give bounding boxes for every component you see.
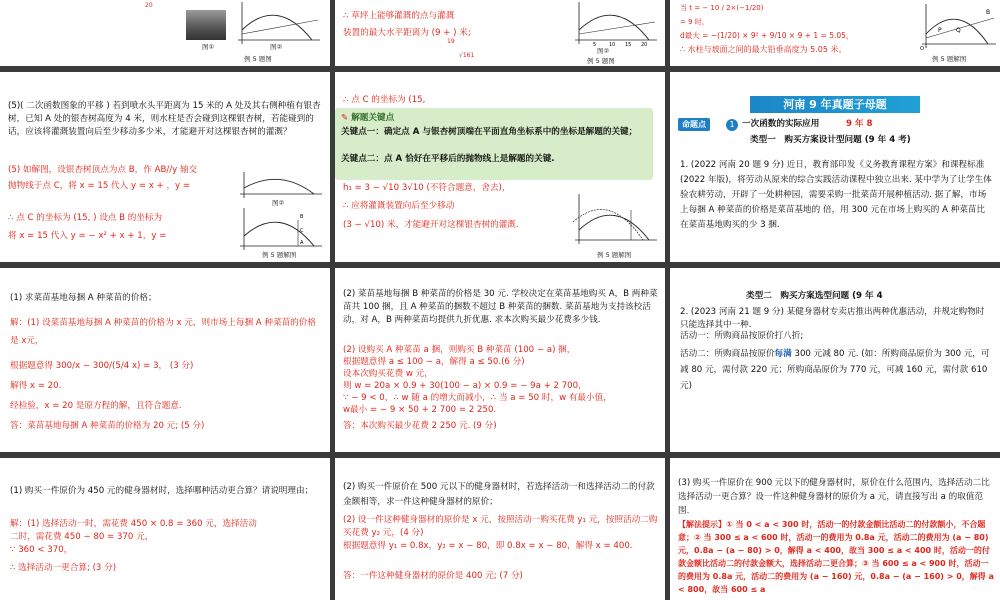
parabola-graph (571, 0, 661, 46)
topic-number-badge: 1 (726, 119, 738, 131)
answer-line-4: 则 w = 20a × 0.9 + 30(100 − a) × 0.9 = − 9a + 2 700， (343, 381, 587, 391)
answer-line-2: ∵ 360 < 370， (10, 545, 73, 555)
answer-line-4: 经检验，x = 20 是原方程的解，且符合题意. (10, 401, 182, 411)
point-b: B (986, 9, 991, 16)
example-caption: 例 5 题解图 (597, 251, 632, 259)
solution-graph (236, 206, 326, 252)
answer-line-1: h₁ = 3 − √10 3√10 (不符合题意，舍去)， (343, 183, 511, 193)
key-points-box (335, 108, 653, 180)
figure-caption-1: 图① (202, 43, 215, 51)
example-caption: 例 5 题图 (244, 55, 272, 63)
type-one-title: 类型一 购买方案设计型问题 (9 年 4 考) (750, 135, 911, 145)
answer-line-4: 将 x = 15 代入 y = − x² + x + 1，y = (8, 231, 167, 241)
figure-caption: 图② (272, 199, 285, 207)
slide-9[interactable] (670, 268, 1000, 452)
answer-line-5: ∵ − 9 < 0，∴ w 随 a 的增大而减小，∴ 当 a = 50 时，w 有最小值， (343, 393, 612, 403)
parabola-graph (232, 0, 324, 46)
slide-3[interactable] (670, 0, 1000, 66)
answer-line-1: 解：(1) 选择活动一时，需花费 450 × 0.8 = 360 元，选择活动二时，需花费 450 − 80 = 370 元， (10, 519, 257, 542)
pin-icon: ✎ (341, 113, 349, 123)
figure-caption: 图② (597, 47, 610, 55)
slide-2[interactable] (335, 0, 665, 66)
tick-5: 5 (593, 42, 597, 46)
topic-tag: 命题点 (678, 118, 710, 131)
answer-line-1: (2) 设购买 A 种菜苗 a 捆，则购买 B 种菜苗 (100 − a) 捆， (343, 345, 576, 355)
point-q: Q (956, 27, 961, 34)
figure-caption-2: 图② (270, 43, 283, 51)
question-2: (2) 购买一件原价在 500 元以下的健身器材时，若选择活动一和选择活动二的付款金额相等，求一件这种健身器材的原价； (343, 482, 655, 507)
answer-line-3: 解得 x = 20. (10, 381, 62, 391)
point-a: A (300, 240, 304, 246)
problem-2-text: 2. (2023 河南 21 题 9 分) 某健身器材专卖店推出两种优惠活动，并规定购物时只能选择其中一种. (680, 307, 985, 330)
tick-20: 20 (641, 42, 648, 46)
answer-line-0: ∴ 点 C 的坐标为 (15, (343, 95, 426, 105)
keyword-highlight: 每满 (774, 349, 792, 359)
topic-title: 一次函数的实际应用 (742, 119, 820, 129)
answer-line-5: 答：菜苗基地每捆 A 种菜苗的价格为 20 元; (5 分) (10, 421, 205, 431)
answer-line-3: 设本次购买花费 w 元， (343, 369, 433, 379)
question-5: (5)( 二次函数图象的平移 ) 若到喷水头平距离为 15 米的 A 处及其右侧种植有银杏树，已知 A 处的银杏树高度为 4 米，则水柱是否会碰到这棵银杏树，若能碰到的话，应该将灌溉装置向后至少移动多少米，才能避开对这棵银杏树的灌溉？ (8, 101, 321, 137)
key-points-title (341, 112, 394, 125)
answer-line-2: 根据题意得 y₁ = 0.8x，y₂ = x − 80，即 0.8x = x − 80，解得 x = 400. (343, 541, 633, 551)
answer-line-2: 根据题意得 300/x − 300/(5/4 x) = 3， (3 分) (10, 361, 194, 371)
photo-sprinkler (186, 10, 226, 40)
fraction-fragment: 20 (145, 2, 153, 9)
example-caption: 例 5 题解图 (262, 251, 297, 259)
example-caption: 例 5 题图 (587, 57, 615, 65)
activity-one: 活动一：所购商品按原价打八折; (680, 331, 804, 341)
answer-line-2: ∴ 应将灌溉装置向后至少移动 (343, 201, 455, 211)
key-point-2: 关键点二：点 A 恰好在平移后的抛物线上是解题的关键. (341, 154, 555, 164)
answer-line-4: ∴ 水柱与坡面之间的最大铅垂高度为 5.05 米。 (680, 45, 847, 54)
key-point-1: 关键点一：确定点 A 与银杏树顶端在平面直角坐标系中的坐标是解题的关键； (341, 127, 638, 137)
section-banner: 河南 9 年真题子母题 (750, 96, 920, 113)
solution-graph (571, 192, 661, 248)
sqrt-161: √161 (459, 52, 475, 59)
answer-line-3: 答：一件这种健身器材的原价是 400 元; (7 分) (343, 571, 523, 581)
answer-line-1: (2) 设一件这种健身器材的原价是 x 元，按照活动一购买花费 y₁ 元，按照活动二购买花费 y₂ 元，(4 分) (343, 515, 658, 538)
topic-count: 9 年 8 (846, 119, 873, 129)
answer-line-2: = 9 时， (680, 18, 709, 26)
solution-hint: 【解法提示】① 当 0 < a < 300 时，活动一的付款金额比活动二的付款额小，不合题意；② 当 300 ≤ a < 600 时，活动一的费用为 0.8a 元，活动二的费用为 (a − 80) 元，0.8a − (a − 80) > 0，解得 a < 400，故当 300 ≤ a < 400 时，活动一的付款金额比活动二的付款金额大，选择活动二更合算；③ 当 600 ≤ a < 900 时，活动一的费用为 0.8a 元，活动二的费用为 (a − 160) 元，0.8a − (a − 160) > 0，解得 a < 800，故当 600 ≤ a (678, 520, 994, 594)
slide-10[interactable] (0, 458, 330, 600)
fraction-19: 19 (447, 38, 455, 45)
key-points-title-text: 解题关键点 (351, 113, 395, 123)
slide-5[interactable] (335, 72, 665, 262)
origin: O (920, 46, 924, 52)
figure-2-graph (236, 170, 326, 200)
question-1: (1) 购买一件原价为 450 元的健身器材时，选择哪种活动更合算？请说明理由； (10, 486, 314, 496)
answer-line-3: d最大 = −(1/20) × 9² + 9/10 × 9 + 1 = 5.05， (680, 31, 854, 40)
answer-line-1: 当 t = − 10 / 2×(−1/20) (680, 4, 764, 12)
solution-graph (920, 2, 998, 52)
answer-line-6: w最小 = − 9 × 50 + 2 700 = 2 250. (343, 405, 497, 415)
point-b: B (300, 214, 304, 220)
answer-line-1: (5) 如解图，设银杏树顶点为点 B，作 AB//y 轴交 (8, 165, 198, 175)
point-p: P (938, 27, 942, 34)
answer-line-2: 根据题意得 a ≤ 100 − a，解得 a ≤ 50.(6 分) (343, 357, 525, 367)
tick-15: 15 (625, 42, 632, 46)
activity-two-lead: 活动二：所购商品按原价 (680, 349, 775, 359)
answer-line-7: 答：本次购买最少花费 2 250 元. (9 分) (343, 421, 497, 431)
question-3: (3) 购买一件原价在 900 元以下的健身器材时，原价在什么范围内，选择活动二比选择活动一更合算？设一件这种健身器材的原价为 a 元，请直接写出 a 的取值范围. (678, 478, 990, 516)
slide-8[interactable] (335, 268, 665, 452)
slide-11[interactable] (335, 458, 665, 600)
slide-12[interactable] (670, 458, 1000, 600)
question-1: (1) 求菜苗基地每捆 A 种菜苗的价格； (10, 293, 157, 303)
activity-two-rest: 300 元减 80 元. (如：所购商品原价为 300 元，可减 80 元，需付款 220 元；所购商品原价为 770 元，可减 160 元，需付款 610 元) (680, 349, 990, 391)
answer-line-2: 抛物线于点 C，将 x = 15 代入 y = x + ，y = (8, 181, 191, 191)
point-c: C (300, 228, 304, 234)
problem-1-text: 1. (2022 河南 20 题 9 分) 近日，教育部印发《义务教育课程方案》和课程标准 (2022 年版)，将劳动从原来的综合实践活动课程中独立出来. 某中学为了让学生体验农耕劳动，开辟了一处耕种园，需要采购一批菜苗开展种植活动. 据了解，市场上每捆 A 种菜苗的价格是菜苗基地的 倍，用 300 元在市场上购买的 A 种菜苗比在菜苗基地购买的少 3 捆. (680, 160, 992, 230)
slide-7[interactable] (0, 268, 330, 452)
slide-6[interactable] (670, 72, 1000, 262)
question-2: (2) 菜苗基地每捆 B 种菜苗的价格是 30 元. 学校决定在菜苗基地购买 A，B 两种菜苗共 100 捆，且 A 种菜苗的捆数不超过 B 种菜苗的捆数. 菜苗基地为支持该校活动，对 A，B 两种菜苗均提供九折优惠. 求本次购买最少花费多少钱. (343, 289, 658, 325)
answer-line-3: ∴ 选择活动一更合算; (3 分) (10, 563, 117, 573)
answer-line-3: ∴ 点 C 的坐标为 (15, ) 设点 B 的坐标为 (8, 213, 163, 223)
example-caption: 例 5 题解图 (932, 55, 967, 63)
type-two-title: 类型二 购买方案选型问题 (9 年 4 (746, 291, 883, 301)
answer-line-1: ∴ 草坪上能够灌溉的点与灌溉 (343, 11, 455, 21)
answer-line-1: 解：(1) 设菜苗基地每捆 A 种菜苗的价格为 x 元，则市场上每捆 A 种菜苗的价格是 x元， (10, 318, 316, 346)
answer-line-2: 装置的最大水平距离为 (9 + ) 米; (343, 28, 471, 38)
slide-4[interactable] (0, 72, 330, 262)
answer-line-3: (3 − √10) 米，才能避开对这棵银杏树的灌溉. (343, 220, 519, 230)
tick-10: 10 (609, 42, 616, 46)
activity-two (680, 346, 992, 394)
slide-1[interactable] (0, 0, 330, 66)
